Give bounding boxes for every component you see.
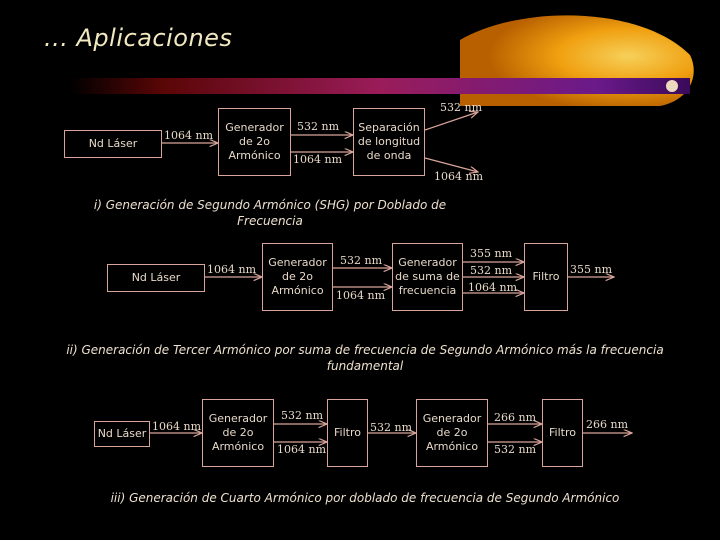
d2-sum-1064: 1064 nm [468, 281, 518, 294]
d3-caption: iii) Generación de Cuarto Armónico por doblado de frecuencia de Segundo Armónico [110, 491, 620, 505]
d1-out-1064: 1064 nm [434, 170, 484, 183]
d2-laser-box [107, 264, 205, 292]
d3-gen1-532: 532 nm [281, 409, 324, 422]
d2-sum-box [392, 243, 463, 311]
d1-laser-label: Nd Láser [88, 137, 138, 150]
d3-laser-box [94, 421, 150, 447]
d3-gen2-532: 532 nm [494, 443, 537, 456]
d1-laser-box [64, 130, 162, 158]
d1-in-wavelength: 1064 nm [164, 129, 214, 142]
d1-caption: i) Generación de Segundo Armónico (SHG) por Doblado de Frecuencia [93, 198, 447, 228]
d2-filter-label: Filtro [532, 270, 560, 283]
d3-filter1-532: 532 nm [370, 421, 413, 434]
d2-gen-1064: 1064 nm [336, 289, 386, 302]
d2-caption: ii) Generación de Tercer Armónico por suma de frecuencia de Segundo Armónico más la frecuencia fundamental [66, 343, 664, 373]
d1-generator-box [218, 108, 291, 176]
d2-laser-label: Nd Láser [131, 271, 181, 284]
d2-in-wavelength: 1064 nm [207, 263, 257, 276]
d1-out-532: 532 nm [440, 101, 483, 114]
d3-out-266: 266 nm [586, 418, 629, 431]
d1-line-sep-532 [425, 112, 478, 130]
d3-filter1-label: Filtro [334, 426, 361, 439]
d2-generator-box [262, 243, 333, 311]
d3-generator1-label: Generador de 2o Armónico [208, 412, 268, 453]
d2-gen-532: 532 nm [340, 254, 383, 267]
d3-generator2-box [416, 399, 488, 467]
d3-filter1-box [327, 399, 368, 467]
d3-generator2-label: Generador de 2o Armónico [422, 412, 482, 453]
d2-out-355: 355 nm [570, 263, 613, 276]
d2-sum-355: 355 nm [470, 247, 513, 260]
d2-sum-532: 532 nm [470, 264, 513, 277]
d1-gen-532: 532 nm [297, 120, 340, 133]
d2-generator-label: Generador de 2o Armónico [268, 256, 327, 297]
d3-in-wavelength: 1064 nm [152, 420, 202, 433]
d1-generator-label: Generador de 2o Armónico [225, 121, 284, 162]
d3-laser-label: Nd Láser [97, 427, 147, 440]
d1-gen-1064: 1064 nm [293, 153, 343, 166]
d1-separator-box [353, 108, 425, 176]
d2-sum-label: Generador de suma de frecuencia [395, 256, 460, 297]
d2-filter-box [524, 243, 568, 311]
d3-gen2-266: 266 nm [494, 411, 537, 424]
d1-separator-label: Separación de longitud de onda [357, 121, 421, 162]
d3-gen1-1064: 1064 nm [277, 443, 327, 456]
d3-generator1-box [202, 399, 274, 467]
slide-title: ... Aplicaciones [44, 24, 233, 52]
d3-filter2-label: Filtro [549, 426, 576, 439]
d3-filter2-box [542, 399, 583, 467]
